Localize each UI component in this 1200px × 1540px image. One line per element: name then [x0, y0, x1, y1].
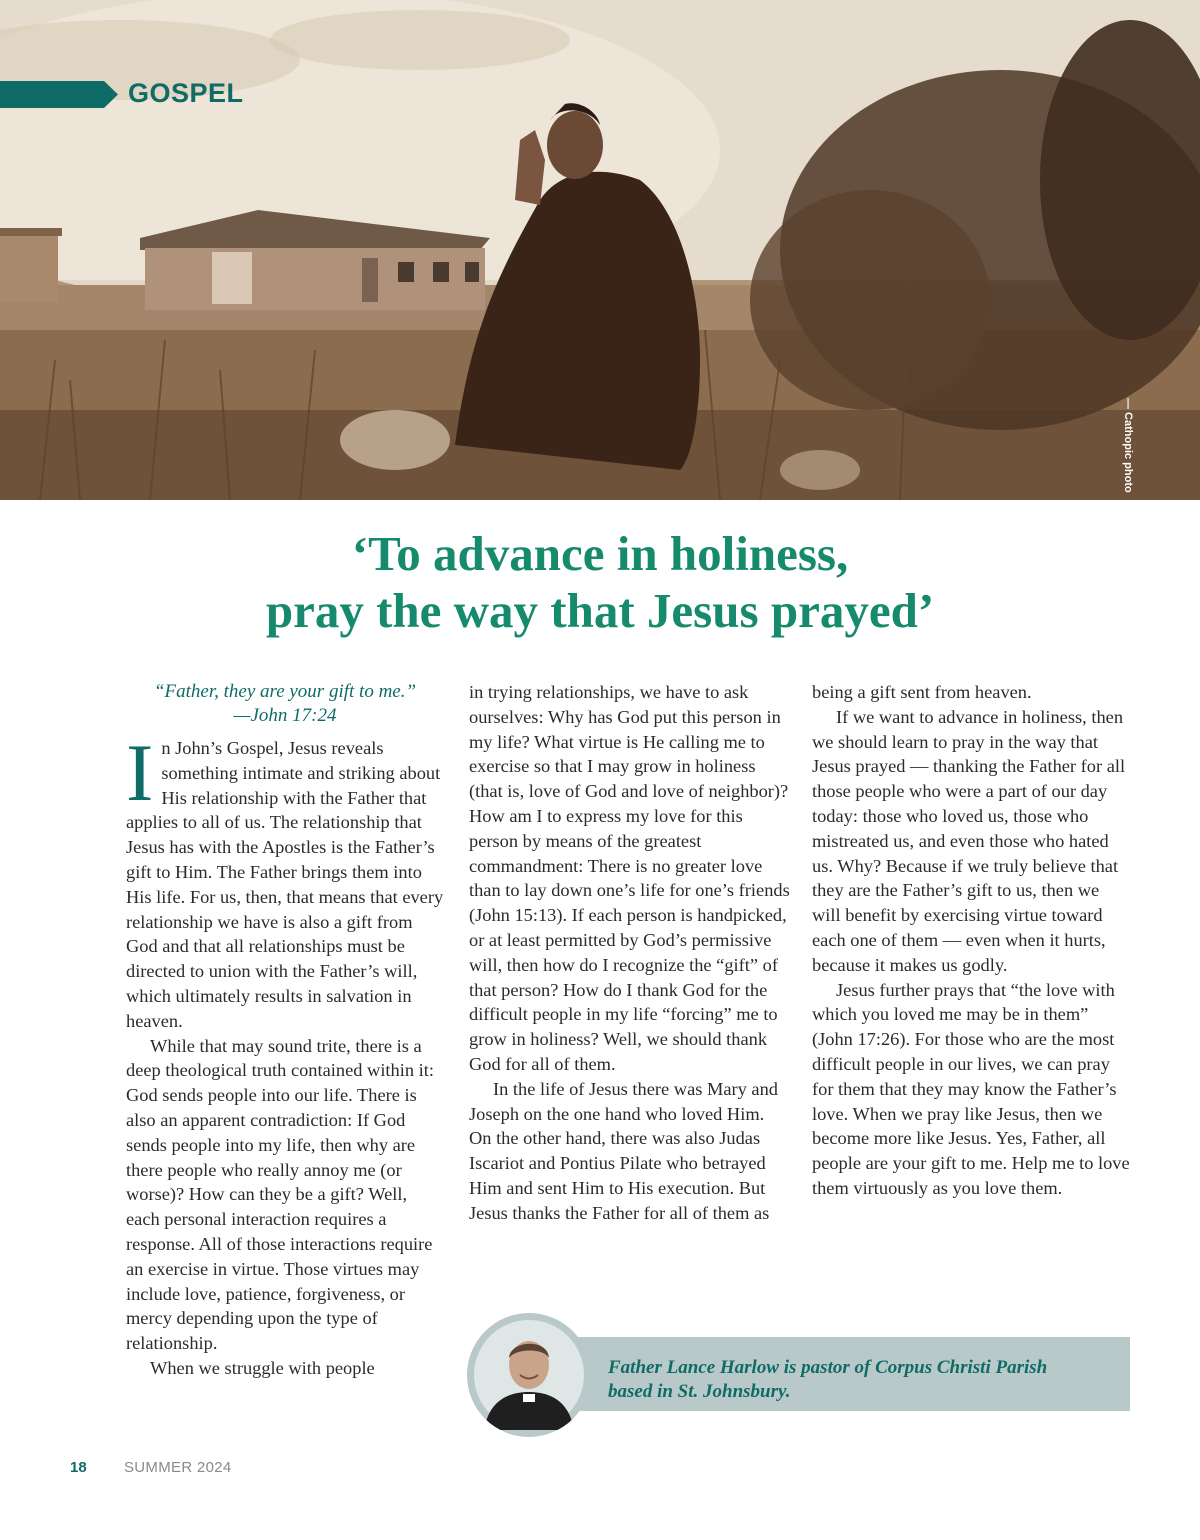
paragraph: In the life of Jesus there was Mary and Joseph on the one hand who loved Him. On the other hand, there was also Judas Iscariot and Pontius Pilate who betrayed Him and sent Him to His execution. But Jesus thanks the Father for all of them as	[469, 1078, 778, 1223]
epigraph-quote: “Father, they are your gift to me.”	[153, 681, 417, 702]
hero-illustration	[0, 0, 1200, 500]
author-avatar	[467, 1313, 591, 1437]
paragraph: in trying relationships, we have to ask ourselves: Why has God put this person in my life? What virtue is He calling me to exercise so that I may grow in holiness (that is, love of God and love of neighbor)? How am I to express my love for this person by means of the greatest commandment: There is no greater love than to lay down one’s life for one’s friends (John 15:13). If each person is handpicked, or at least permitted by God’s permissive will, then how do I recognize the “gift” of that person? How do I thank God for the difficult people in my life “forcing” me to grow in holiness? Well, we should thank God for all of them.	[469, 682, 790, 1074]
paragraph: Jesus further prays that “the love with which you loved me may be in them” (John 17:26). For those who are the most difficult people in our lives, we can pray for them that they may know the Father’s love. When we pray like Jesus, then we become more like Jesus. Yes, Father, all people are your gift to me. Help me to love them virtuously as you love them.	[812, 979, 1130, 1198]
paragraph: While that may sound trite, there is a deep theological truth contained within it: God sends people into our life. There is also an apparent contradiction: If God sends people into my life, then why are there people who really annoy me (or worse)? How can they be a gift? Well, each personal interaction requires a response. All of those interactions require an exercise in virtue. Those virtues may include love, patience, forgiveness, or mercy depending upon the type of relationship.	[126, 1035, 434, 1354]
author-bio-text: Father Lance Harlow is pastor of Corpus Christi Parish based in St. Johnsbury.	[608, 1357, 1048, 1402]
paragraph-text: n John’s Gospel, Jesus reveals something intimate and striking about His relationship with the Father that applies to all of us. The relationship that Jesus has with the Apostles is the Father’s gift to Him. The Father brings them into His life. For us, then, that means that every relationship we have is also a gift from God and that all relationships must be directed to union with the Father’s will, which ultimately results in salvation in heaven.	[126, 738, 444, 1031]
headline-line-1: ‘To advance in holiness,	[351, 526, 849, 581]
paragraph: When we struggle with people	[150, 1357, 375, 1378]
paragraph: being a gift sent from heaven.	[812, 682, 1032, 702]
drop-cap: I	[126, 727, 154, 818]
epigraph-reference: —John 17:24	[233, 705, 337, 726]
section-flag	[0, 81, 118, 108]
author-portrait	[474, 1320, 584, 1430]
section-label: GOSPEL	[128, 78, 244, 108]
paragraph	[126, 727, 444, 1034]
article-column-1	[126, 680, 444, 1381]
page-number: 18	[70, 1459, 87, 1476]
headline-line-2: pray the way that Jesus prayed’	[265, 583, 935, 638]
issue-label: SUMMER 2024	[124, 1459, 232, 1476]
hero-photo	[0, 0, 1200, 500]
article-column-2	[469, 680, 791, 1226]
epigraph	[126, 680, 444, 728]
article-column-3	[812, 680, 1130, 1201]
paragraph: If we want to advance in holiness, then we should learn to pray in the way that Jesus prayed — thanking the Father for all those people who were a part of our day today: those who loved us, those who mistreated us, and even those who hated us. Why? Because if we truly believe that they are the Father’s gift to us, then we will benefit by exercising virtue toward each one of them — even when it hurts, because it makes us godly.	[812, 706, 1126, 975]
photo-credit: — Cathopic photo	[1122, 398, 1134, 493]
article-headline	[100, 525, 1100, 639]
